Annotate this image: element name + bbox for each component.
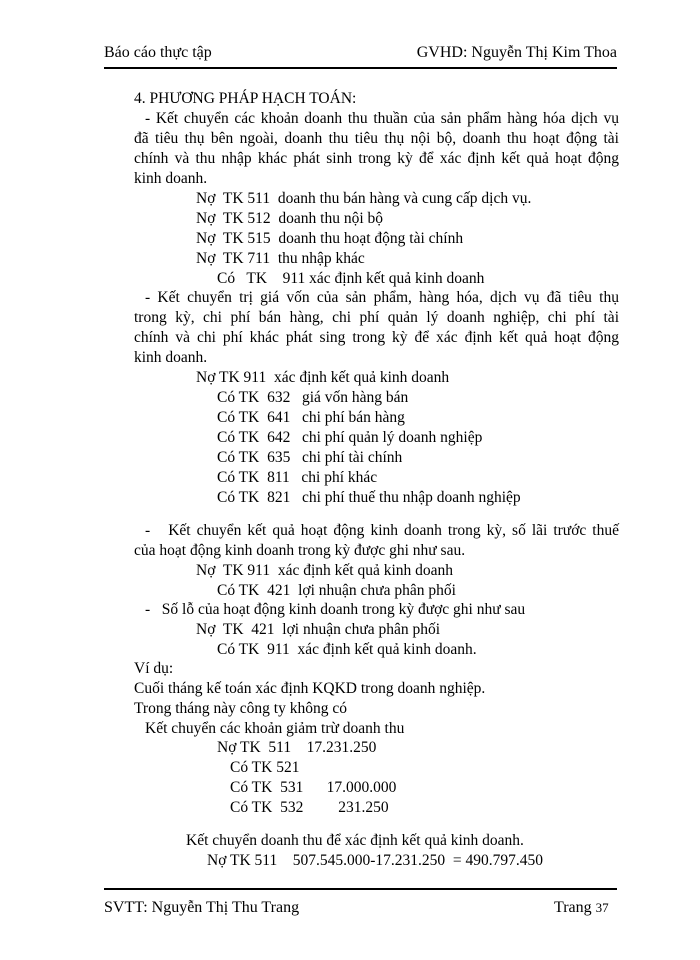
- section-title: 4. PHƯƠNG PHÁP HẠCH TOÁN:: [134, 90, 357, 107]
- example-entry: Có TK 521: [230, 759, 300, 776]
- para2-line: - Kết chuyển trị giá vốn của sản phẩm, hàng hóa, dịch vụ đã tiêu thụ: [145, 289, 619, 306]
- example-entry: Có TK 532 231.250: [230, 799, 389, 816]
- journal-entry: Nợ TK 515 doanh thu hoạt động tài chính: [196, 230, 464, 247]
- para1-line: - Kết chuyển các khoản doanh thu thuần của sản phẩm hàng hóa dịch vụ: [145, 110, 619, 127]
- example-entry: Có TK 531 17.000.000: [230, 779, 397, 796]
- journal-entry: Nợ TK 421 lợi nhuận chưa phân phối: [196, 621, 441, 638]
- journal-entry: Có TK 632 giá vốn hàng bán: [217, 389, 409, 406]
- para2-line: trong kỳ, chi phí bán hàng, chi phí quản lý doanh nghiệp, chi phí tài: [134, 309, 619, 326]
- para2-line: kinh doanh.: [134, 349, 208, 366]
- para4-line: - Số lỗ của hoạt động kinh doanh trong kỳ được ghi như sau: [145, 601, 526, 618]
- example-entry: Nợ TK 511 17.231.250: [217, 739, 377, 756]
- journal-entry: Có TK 821 chi phí thuế thu nhập doanh nghiệp: [217, 489, 521, 506]
- footer-student: SVTT: Nguyễn Thị Thu Trang: [104, 899, 300, 916]
- page-label: Trang: [554, 899, 592, 916]
- header-supervisor: GVHD: Nguyễn Thị Kim Thoa: [416, 44, 617, 61]
- para3-line: - Kết chuyển kết quả hoạt động kinh doanh trong kỳ, số lãi trước thuế: [145, 522, 619, 539]
- page-number: 37: [595, 900, 609, 915]
- para3-line: của hoạt động kinh doanh trong kỳ được ghi như sau.: [134, 542, 466, 559]
- example-line: Cuối tháng kế toán xác định KQKD trong doanh nghiệp.: [134, 680, 486, 697]
- journal-entry: Có TK 911 xác định kết quả kinh doanh.: [217, 641, 477, 658]
- para1-line: đã tiêu thụ bên ngoài, doanh thu tiêu thụ nội bộ, doanh thu hoạt động tài: [134, 130, 619, 147]
- footer-divider: [104, 888, 617, 890]
- journal-entry: Có TK 641 chi phí bán hàng: [217, 409, 405, 426]
- header-report-title: Báo cáo thực tập: [104, 44, 212, 61]
- journal-entry: Có TK 911 xác định kết quả kinh doanh: [217, 270, 485, 287]
- journal-entry: Nợ TK 711 thu nhập khác: [196, 250, 365, 267]
- example-line: Kết chuyển doanh thu để xác định kết quả kinh doanh.: [186, 832, 524, 849]
- example-line: Kết chuyển các khoản giảm trừ doanh thu: [145, 720, 405, 737]
- page-header: [104, 40, 617, 66]
- para1-line: kinh doanh.: [134, 170, 208, 187]
- journal-entry: Có TK 811 chi phí khác: [217, 469, 378, 486]
- journal-entry: Nợ TK 911 xác định kết quả kinh doanh: [196, 562, 454, 579]
- example-line: Trong tháng này công ty không có: [134, 700, 347, 717]
- journal-entry: Nợ TK 512 doanh thu nội bộ: [196, 210, 384, 227]
- header-divider: [104, 67, 617, 69]
- example-label: Ví dụ:: [134, 660, 174, 677]
- journal-entry: Có TK 635 chi phí tài chính: [217, 449, 403, 466]
- journal-entry: Có TK 421 lợi nhuận chưa phân phối: [217, 582, 456, 599]
- para1-line: chính và thu nhập khác phát sinh trong kỳ để xác định kết quả hoạt động: [134, 150, 619, 167]
- example-calculation: Nợ TK 511 507.545.000-17.231.250 = 490.797.450: [207, 852, 543, 869]
- journal-entry: Có TK 642 chi phí quản lý doanh nghiệp: [217, 429, 483, 446]
- journal-entry: Nợ TK 511 doanh thu bán hàng và cung cấp dịch vụ.: [196, 190, 532, 207]
- para2-line: chính và chi phí khác phát sing trong kỳ để xác định kết quả hoạt động: [134, 329, 619, 346]
- footer-page: [554, 899, 609, 917]
- journal-entry: Nợ TK 911 xác định kết quả kinh doanh: [196, 369, 450, 386]
